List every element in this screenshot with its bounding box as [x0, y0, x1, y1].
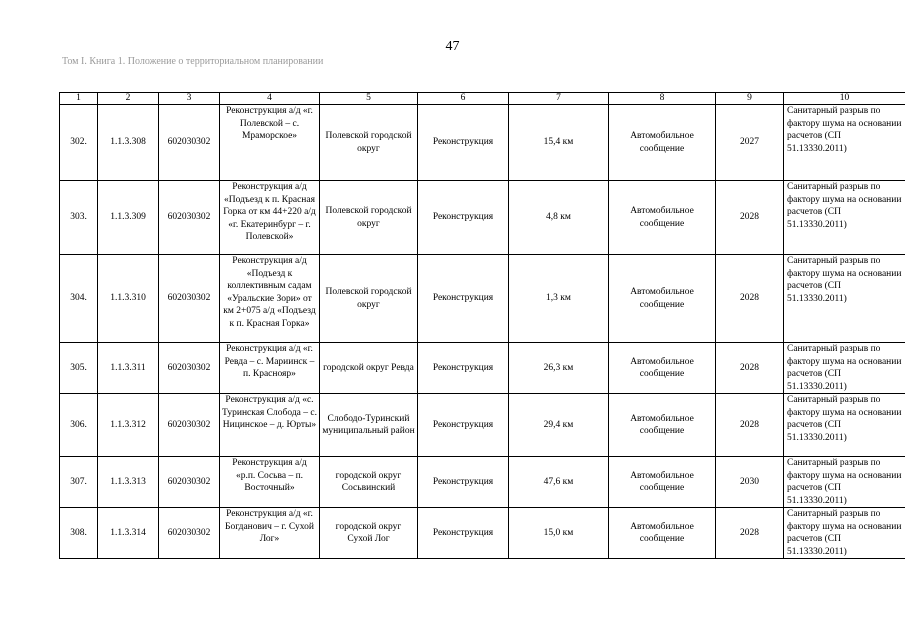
table-row	[60, 343, 905, 394]
table-row	[60, 255, 905, 343]
work-type: Реконструкция	[418, 508, 509, 559]
work-type: Реконструкция	[418, 457, 509, 508]
length: 4,8 км	[509, 181, 609, 255]
year: 2028	[716, 343, 784, 394]
row-number: 305.	[60, 343, 98, 394]
row-number: 308.	[60, 508, 98, 559]
oktmo-code: 602030302	[159, 508, 220, 559]
table-row	[60, 394, 905, 457]
length: 15,0 км	[509, 508, 609, 559]
object-code: 1.1.3.310	[98, 255, 159, 343]
work-type: Реконструкция	[418, 343, 509, 394]
protection-zone: Санитарный разрыв по фактору шума на основании расчетов (СП 51.13330.2011)	[784, 508, 905, 559]
col-header: 10	[784, 93, 905, 105]
length: 26,3 км	[509, 343, 609, 394]
year: 2030	[716, 457, 784, 508]
col-header: 9	[716, 93, 784, 105]
purpose: Автомобильное сообщение	[609, 255, 716, 343]
object-code: 1.1.3.311	[98, 343, 159, 394]
purpose: Автомобильное сообщение	[609, 394, 716, 457]
length: 29,4 км	[509, 394, 609, 457]
oktmo-code: 602030302	[159, 394, 220, 457]
location: городской округ Сухой Лог	[320, 508, 418, 559]
location: городской округ Ревда	[320, 343, 418, 394]
col-header: 8	[609, 93, 716, 105]
oktmo-code: 602030302	[159, 181, 220, 255]
oktmo-code: 602030302	[159, 105, 220, 181]
object-name: Реконструкция а/д «с. Туринская Слобода – с. Ницинское – д. Юрты»	[220, 394, 320, 457]
protection-zone: Санитарный разрыв по фактору шума на основании расчетов (СП 51.13330.2011)	[784, 457, 905, 508]
page-number: 47	[445, 39, 460, 54]
oktmo-code: 602030302	[159, 255, 220, 343]
column-numbers-row	[60, 93, 905, 105]
col-header: 3	[159, 93, 220, 105]
table-row	[60, 457, 905, 508]
object-code: 1.1.3.314	[98, 508, 159, 559]
protection-zone: Санитарный разрыв по фактору шума на основании расчетов (СП 51.13330.2011)	[784, 181, 905, 255]
object-name: Реконструкция а/д «г. Полевской – с. Мраморское»	[220, 105, 320, 181]
oktmo-code: 602030302	[159, 457, 220, 508]
year: 2027	[716, 105, 784, 181]
object-name: Реконструкция а/д «Подъезд к п. Красная Горка от км 44+220 а/д «г. Екатеринбург – г. Полевской»	[220, 181, 320, 255]
year: 2028	[716, 394, 784, 457]
location: Полевской городской округ	[320, 181, 418, 255]
purpose: Автомобильное сообщение	[609, 343, 716, 394]
object-name: Реконструкция а/д «р.п. Сосьва – п. Восточный»	[220, 457, 320, 508]
object-code: 1.1.3.312	[98, 394, 159, 457]
location: городской округ Сосьвинский	[320, 457, 418, 508]
col-header: 4	[220, 93, 320, 105]
col-header: 5	[320, 93, 418, 105]
year: 2028	[716, 255, 784, 343]
year: 2028	[716, 508, 784, 559]
location: Полевской городской округ	[320, 105, 418, 181]
object-name: Реконструкция а/д «г. Ревда – с. Мариинск – п. Краснояр»	[220, 343, 320, 394]
work-type: Реконструкция	[418, 255, 509, 343]
length: 1,3 км	[509, 255, 609, 343]
year: 2028	[716, 181, 784, 255]
col-header: 2	[98, 93, 159, 105]
object-name: Реконструкция а/д «г. Богданович – г. Сухой Лог»	[220, 508, 320, 559]
protection-zone: Санитарный разрыв по фактору шума на основании расчетов (СП 51.13330.2011)	[784, 343, 905, 394]
row-number: 303.	[60, 181, 98, 255]
row-number: 304.	[60, 255, 98, 343]
col-header: 1	[60, 93, 98, 105]
table-row	[60, 105, 905, 181]
purpose: Автомобильное сообщение	[609, 181, 716, 255]
location: Полевской городской округ	[320, 255, 418, 343]
purpose: Автомобильное сообщение	[609, 457, 716, 508]
location: Слободо-Туринский муниципальный район	[320, 394, 418, 457]
protection-zone: Санитарный разрыв по фактору шума на основании расчетов (СП 51.13330.2011)	[784, 394, 905, 457]
length: 47,6 км	[509, 457, 609, 508]
object-name: Реконструкция а/д «Подъезд к коллективным садам «Уральские Зори» от км 2+075 а/д «Подъезд к п. Красная Горка»	[220, 255, 320, 343]
length: 15,4 км	[509, 105, 609, 181]
protection-zone: Санитарный разрыв по фактору шума на основании расчетов (СП 51.13330.2011)	[784, 105, 905, 181]
col-header: 7	[509, 93, 609, 105]
row-number: 307.	[60, 457, 98, 508]
object-code: 1.1.3.309	[98, 181, 159, 255]
object-code: 1.1.3.313	[98, 457, 159, 508]
table-row	[60, 181, 905, 255]
table-row	[60, 508, 905, 559]
protection-zone: Санитарный разрыв по фактору шума на основании расчетов (СП 51.13330.2011)	[784, 255, 905, 343]
object-code: 1.1.3.308	[98, 105, 159, 181]
work-type: Реконструкция	[418, 394, 509, 457]
oktmo-code: 602030302	[159, 343, 220, 394]
work-type: Реконструкция	[418, 181, 509, 255]
row-number: 306.	[60, 394, 98, 457]
purpose: Автомобильное сообщение	[609, 105, 716, 181]
document-header: Том I. Книга 1. Положение о территориальном планировании	[62, 56, 324, 67]
row-number: 302.	[60, 105, 98, 181]
work-type: Реконструкция	[418, 105, 509, 181]
objects-table	[59, 92, 905, 559]
purpose: Автомобильное сообщение	[609, 508, 716, 559]
col-header: 6	[418, 93, 509, 105]
